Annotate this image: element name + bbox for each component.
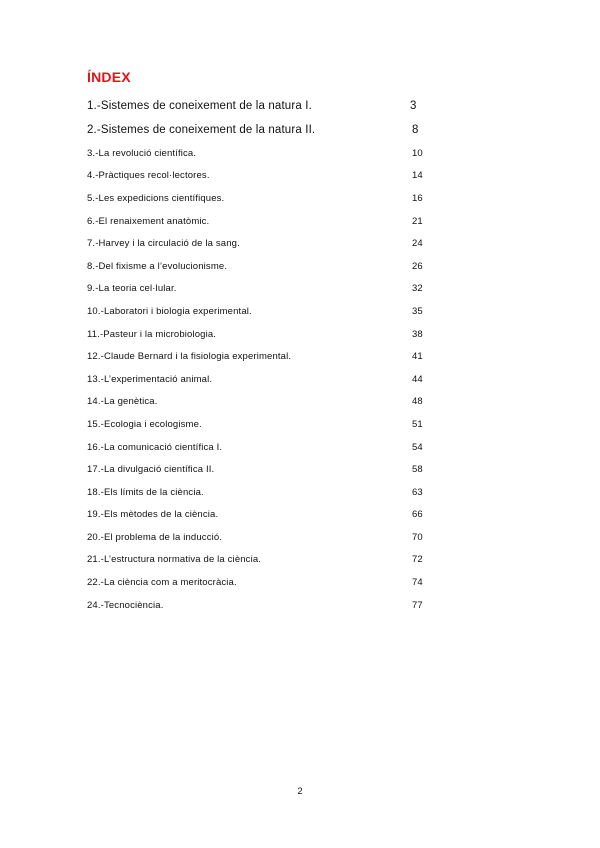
toc-entry-page: 38 xyxy=(412,328,423,340)
table-of-contents xyxy=(87,94,427,616)
toc-entry[interactable] xyxy=(87,413,427,436)
toc-entry-page: 10 xyxy=(412,147,423,159)
toc-entry-label: 12.-Claude Bernard i la fisiologia experimental. xyxy=(87,351,292,363)
toc-entry-label: 20.-El problema de la inducció. xyxy=(87,531,223,543)
toc-entry-page: 63 xyxy=(412,486,423,498)
toc-entry-label: 15.-Ecologia i ecologisme. xyxy=(87,418,202,430)
toc-entry-label: 18.-Els límits de la ciència. xyxy=(87,486,204,498)
toc-entry[interactable] xyxy=(87,165,427,188)
toc-entry-page: 77 xyxy=(412,599,423,611)
toc-entry[interactable] xyxy=(87,255,427,278)
toc-entry-page: 51 xyxy=(412,418,423,430)
toc-entry-label: 8.-Del fixisme a l’evolucionisme. xyxy=(87,260,228,272)
toc-entry-label: 13.-L’experimentació animal. xyxy=(87,373,213,385)
toc-entry-label: 4.-Pràctiques recol·lectores. xyxy=(87,170,210,182)
toc-entry-page: 41 xyxy=(412,351,423,363)
toc-entry[interactable] xyxy=(87,481,427,504)
toc-entry-page: 74 xyxy=(412,577,423,589)
toc-entry-page: 35 xyxy=(412,305,423,317)
toc-entry-page: 32 xyxy=(412,283,423,295)
toc-entry-label: 2.-Sistemes de coneixement de la natura II. xyxy=(87,124,316,136)
toc-entry[interactable] xyxy=(87,458,427,481)
toc-entry[interactable] xyxy=(87,278,427,301)
toc-entry-label: 14.-La genètica. xyxy=(87,396,158,408)
toc-entry-label: 5.-Les expedicions científiques. xyxy=(87,192,225,204)
toc-entry[interactable] xyxy=(87,94,427,118)
toc-entry[interactable] xyxy=(87,504,427,527)
toc-entry-page: 26 xyxy=(412,260,423,272)
toc-entry[interactable] xyxy=(87,232,427,255)
toc-entry-label: 3.-La revolució científica. xyxy=(87,147,197,159)
toc-entry[interactable] xyxy=(87,436,427,459)
toc-entry-label: 24.-Tecnociència. xyxy=(87,599,164,611)
toc-entry[interactable] xyxy=(87,142,427,165)
toc-entry-page: 16 xyxy=(412,192,423,204)
toc-entry-label: 10.-Laboratori i biologia experimental. xyxy=(87,305,252,317)
toc-entry-page: 66 xyxy=(412,509,423,521)
toc-entry[interactable] xyxy=(87,549,427,572)
toc-entry-page: 21 xyxy=(412,215,423,227)
toc-entry-label: 1.-Sistemes de coneixement de la natura I. xyxy=(87,100,312,112)
toc-entry-page: 14 xyxy=(412,170,423,182)
toc-entry[interactable] xyxy=(87,118,427,142)
toc-entry-page: 44 xyxy=(412,373,423,385)
toc-entry[interactable] xyxy=(87,323,427,346)
toc-entry-label: 6.-El renaixement anatòmic. xyxy=(87,215,210,227)
toc-entry[interactable] xyxy=(87,571,427,594)
toc-entry-page: 70 xyxy=(412,531,423,543)
toc-entry-page: 3 xyxy=(410,100,417,112)
toc-entry-page: 24 xyxy=(412,238,423,250)
toc-entry[interactable] xyxy=(87,300,427,323)
page-number: 2 xyxy=(297,786,303,797)
toc-entry-label: 17.-La divulgació científica II. xyxy=(87,464,215,476)
toc-entry-page: 8 xyxy=(412,124,419,136)
toc-entry[interactable] xyxy=(87,391,427,414)
toc-entry-label: 21.-L’estructura normativa de la ciència. xyxy=(87,554,262,566)
toc-entry-page: 72 xyxy=(412,554,423,566)
toc-entry-page: 54 xyxy=(412,441,423,453)
toc-entry-page: 48 xyxy=(412,396,423,408)
toc-entry[interactable] xyxy=(87,526,427,549)
toc-entry[interactable] xyxy=(87,210,427,233)
toc-entry[interactable] xyxy=(87,368,427,391)
toc-entry-label: 22.-La ciència com a meritocràcia. xyxy=(87,577,237,589)
toc-entry-label: 16.-La comunicació científica I. xyxy=(87,441,223,453)
toc-entry[interactable] xyxy=(87,594,427,617)
toc-entry-label: 7.-Harvey i la circulació de la sang. xyxy=(87,238,240,250)
toc-entry[interactable] xyxy=(87,345,427,368)
toc-entry-label: 11.-Pasteur i la microbiologia. xyxy=(87,328,217,340)
index-title: ÍNDEX xyxy=(87,69,131,85)
toc-entry-label: 19.-Els mètodes de la ciència. xyxy=(87,509,219,521)
toc-entry[interactable] xyxy=(87,187,427,210)
toc-entry-label: 9.-La teoria cel·lular. xyxy=(87,283,177,295)
toc-entry-page: 58 xyxy=(412,464,423,476)
